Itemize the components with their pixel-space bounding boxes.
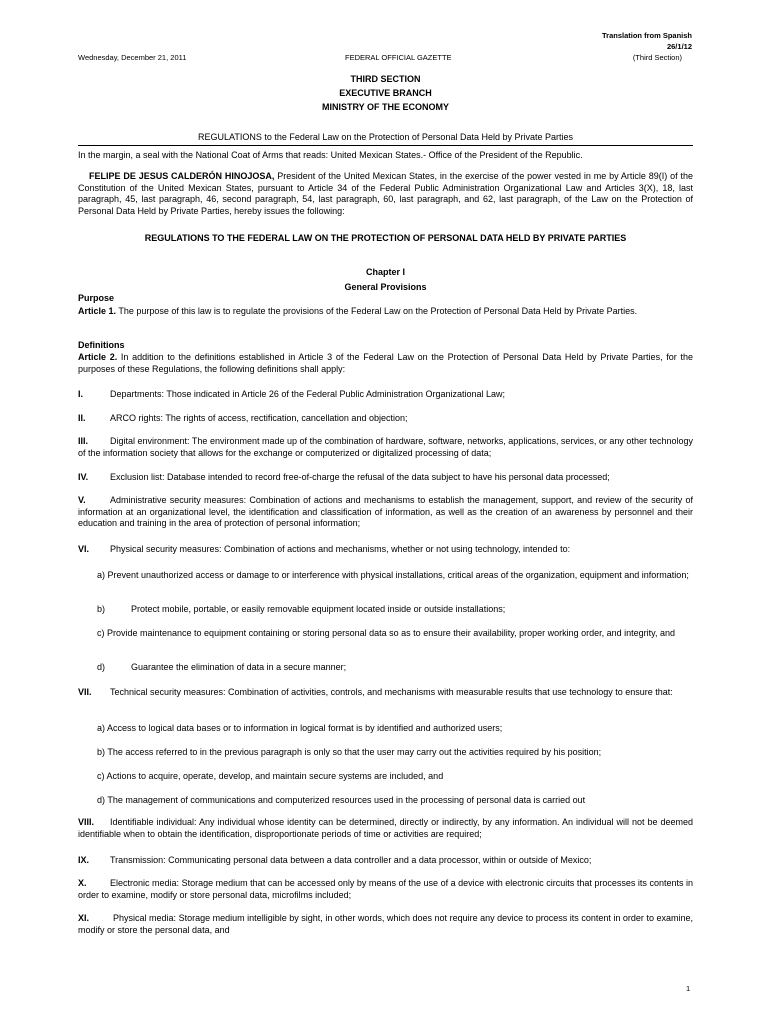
date-code: 26/1/12 [666, 42, 692, 51]
item-x-text: Electronic media: Storage medium that can be accessed only by means of the use of a device with electronic circuits that processes its contents in order to examine, modify or store personal data, microfilms included; [78, 878, 693, 900]
ministry-heading: MINISTRY OF THE ECONOMY [321, 102, 449, 112]
preamble-text: President of the United Mexican States, in the exercise of the power vested in me by Article 89(I) of the Constitution of the United Mexican States, pursuant to Article 34 of the Federal Public Administration Organizational Law and Articles 3(X), 18, last paragraph, 45, last paragraph, 46, second paragraph, 54, last paragraph, 60, last paragraph, and 62, last paragraph, of the Law on the Protection of Personal Data Held by Private Parties, hereby issues the following: [78, 171, 693, 216]
item-v [78, 495, 693, 530]
section-heading: THIRD SECTION [350, 74, 421, 84]
purpose-heading: Purpose [78, 293, 115, 303]
item-vi-d-letter: d) [97, 662, 106, 672]
item-ix-number: IX. [78, 855, 90, 865]
item-x [78, 878, 693, 901]
article-1 [78, 306, 693, 318]
item-vi-b-letter: b) [97, 604, 106, 614]
chapter-name: General Provisions [344, 282, 427, 292]
gazette-name: FEDERAL OFFICIAL GAZETTE [345, 53, 452, 62]
item-iv-number: IV. [78, 472, 89, 482]
item-vi-a: a) Prevent unauthorized access or damage to or interference with physical installations, critical areas of the organization, equipment and information; [97, 570, 689, 580]
translation-note: Translation from Spanish [601, 31, 692, 40]
article-1-label: Article 1. [78, 306, 117, 316]
item-vi-text: Physical security measures: Combination of actions and mechanisms, whether or not using technology, intended to: [110, 544, 571, 554]
president-name: FELIPE DE JESUS CALDERÓN HINOJOSA, [89, 171, 275, 181]
item-xi-text: Physical media: Storage medium intelligible by sight, in other words, which does not require any device to process its content in order to examine, modify or store the personal data, and [78, 913, 693, 935]
title-rule [78, 145, 693, 146]
item-viii-number: VIII. [78, 817, 95, 827]
item-vii-b: b) The access referred to in the previous paragraph is only so that the user may carry out the activities required by his position; [97, 747, 602, 757]
item-vii-d: d) The management of communications and computerized resources used in the processing of personal data is carried out [97, 795, 586, 805]
item-x-number: X. [78, 878, 87, 888]
issue-date: Wednesday, December 21, 2011 [78, 53, 187, 62]
item-vii-number: VII. [78, 687, 92, 697]
branch-heading: EXECUTIVE BRANCH [339, 88, 432, 98]
chapter-number: Chapter I [365, 267, 405, 277]
item-vii [78, 687, 693, 699]
item-iii [78, 436, 693, 459]
item-iv-text: Exclusion list: Database intended to record free-of-charge the refusal of the data subject to have his personal data processed; [110, 472, 610, 482]
definitions-heading: Definitions [78, 340, 125, 350]
item-v-number: V. [78, 495, 86, 505]
item-vi-b-text: Protect mobile, portable, or easily removable equipment located inside or outside installations; [131, 604, 506, 614]
item-vii-c: c) Actions to acquire, operate, develop, and maintain secure systems are included, and [97, 771, 444, 781]
article-1-text: The purpose of this law is to regulate the provisions of the Federal Law on the Protection of Personal Data Held by Private Parties. [116, 306, 638, 316]
item-vii-a: a) Access to logical data bases or to information in logical format is by identified and authorized users; [97, 723, 503, 733]
article-2-label: Article 2. [78, 352, 118, 362]
seal-note: In the margin, a seal with the National Coat of Arms that reads: United Mexican States.- Office of the President of the Republic. [78, 150, 583, 160]
item-ii-number: II. [78, 413, 86, 423]
item-iii-text: Digital environment: The environment made up of the combination of hardware, software, networks, applications, services, or any other technology of the information society that allows for the exchange or computerized or digitalized processing of data; [78, 436, 693, 458]
main-title: REGULATIONS TO THE FEDERAL LAW ON THE PROTECTION OF PERSONAL DATA HELD BY PRIVATE PARTIES [144, 233, 627, 243]
page-number: 1 [686, 984, 691, 993]
item-vi-d-text: Guarantee the elimination of data in a secure manner; [131, 662, 347, 672]
item-v-text: Administrative security measures: Combination of actions and mechanisms to establish the management, support, and review of the security of information at an organizational level, the identification and classification of information, as well as the creation of an awareness by personnel and their education and training in the area of protection of personal information; [78, 495, 693, 529]
item-vi-c: c) Provide maintenance to equipment containing or storing personal data so as to ensure their availability, proper working order, and integrity, and [97, 628, 675, 638]
item-viii [78, 817, 693, 840]
preamble [78, 171, 693, 217]
item-ii-text: ARCO rights: The rights of access, rectification, cancellation and objection; [110, 413, 408, 423]
item-i-text: Departments: Those indicated in Article 26 of the Federal Public Administration Organizational Law; [110, 389, 506, 399]
item-vii-text: Technical security measures: Combination of activities, controls, and mechanisms with measurable results that use technology to ensure that: [110, 687, 673, 697]
section-note: (Third Section) [632, 53, 682, 62]
item-ix-text: Transmission: Communicating personal data between a data controller and a data processor, within or outside of Mexico; [110, 855, 592, 865]
item-i-number: I. [78, 389, 84, 399]
regulations-title: REGULATIONS to the Federal Law on the Protection of Personal Data Held by Private Parties [197, 132, 573, 142]
item-vi-number: VI. [78, 544, 90, 554]
article-2-text: In addition to the definitions established in Article 3 of the Federal Law on the Protection of Personal Data Held by Private Parties, for the purposes of these Regulations, the following definitions shall apply: [78, 352, 693, 374]
item-xi-number: XI. [78, 913, 90, 923]
item-xi [78, 913, 693, 936]
item-viii-text: Identifiable individual: Any individual whose identity can be determined, directly or indirectly, by any information. An individual will not be deemed identifiable when to obtain the identification, disproportionate periods of time or activities are required; [78, 817, 693, 839]
item-iii-number: III. [78, 436, 89, 446]
article-2 [78, 352, 693, 375]
